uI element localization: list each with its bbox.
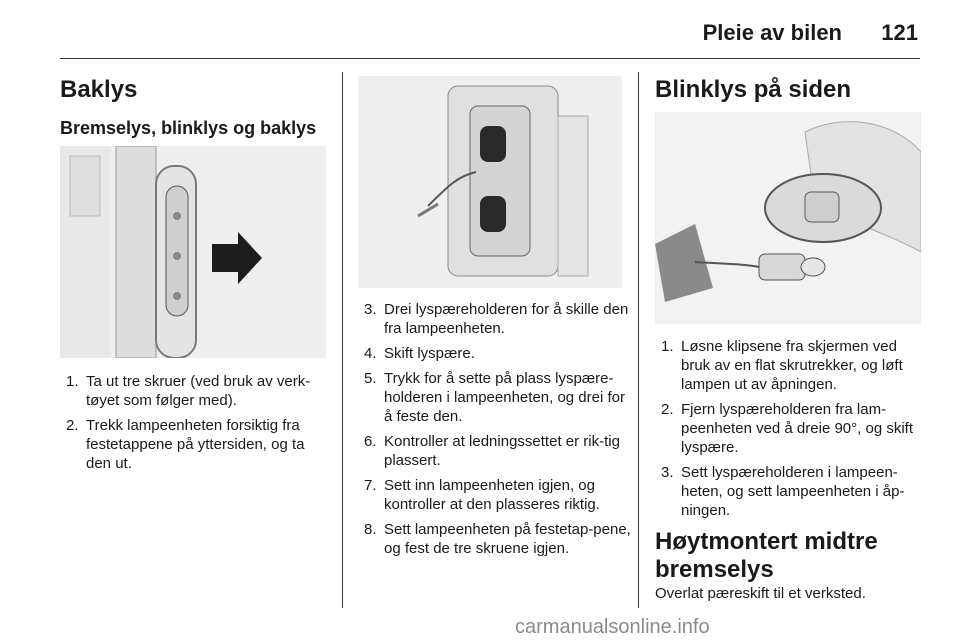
list-item: 4. Skift lyspære.	[364, 345, 475, 362]
list-item: 1. Løsne klipsene fra skjermen ved bruk av en flat skrutrekker, og løft lampen ut av åpningen.	[661, 338, 903, 393]
list-item: 8. Sett lampeenheten på festetap-pene, og fest de tre skruene igjen.	[364, 521, 631, 557]
page-header	[0, 0, 960, 60]
section-heading-baklys: Baklys	[60, 76, 138, 103]
steps-list-col2	[358, 300, 634, 564]
chapter-title: Pleie av bilen	[702, 20, 842, 45]
section-heading-blinklys: Blinklys på siden	[655, 76, 852, 103]
column-divider	[342, 72, 343, 608]
steps-list-col1	[60, 372, 330, 479]
subsection-heading: Bremselys, blinklys og baklys	[60, 118, 317, 138]
page-number: 121	[881, 20, 918, 45]
watermark: carmanualsonline.info	[515, 616, 710, 638]
steps-list-col3	[655, 337, 925, 526]
list-item: 7. Sett inn lampeenheten igjen, og kontroller at den plasseres riktig.	[364, 477, 600, 513]
bulb-holder-illustration	[358, 76, 622, 288]
column-divider	[638, 72, 639, 608]
list-item: 5. Trykk for å sette på plass lyspære-holderen i lampeenheten, og drei for å feste den.	[364, 370, 625, 425]
body-text: Overlat pæreskift til et verksted.	[655, 585, 866, 602]
list-item: 3. Sett lyspæreholderen i lampeen-heten, og sett lampeenheten i åp-ningen.	[661, 464, 905, 519]
figure-tail-lamp-removal	[60, 146, 326, 358]
figure-side-indicator	[655, 112, 921, 324]
side-indicator-illustration	[655, 112, 921, 324]
list-item: 6. Kontroller at ledningssettet er rik-tig plassert.	[364, 433, 620, 469]
list-item: 2. Fjern lyspæreholderen fra lam-peenheten ved å dreie 90°, og skift lyspære.	[661, 401, 913, 456]
list-item: 3. Drei lyspæreholderen for å skille den fra lampeenheten.	[364, 301, 629, 337]
list-item: 2. Trekk lampeenheten forsiktig fra festetappene på yttersiden, og ta den ut.	[66, 417, 305, 472]
figure-bulb-holder	[358, 76, 622, 288]
list-item: 1. Ta ut tre skruer (ved bruk av verk-tøyet som følger med).	[66, 373, 311, 409]
tail-lamp-illustration	[60, 146, 326, 358]
section-heading-bremselys: Høytmontert midtre bremselys	[655, 528, 878, 583]
header-divider	[60, 58, 920, 59]
